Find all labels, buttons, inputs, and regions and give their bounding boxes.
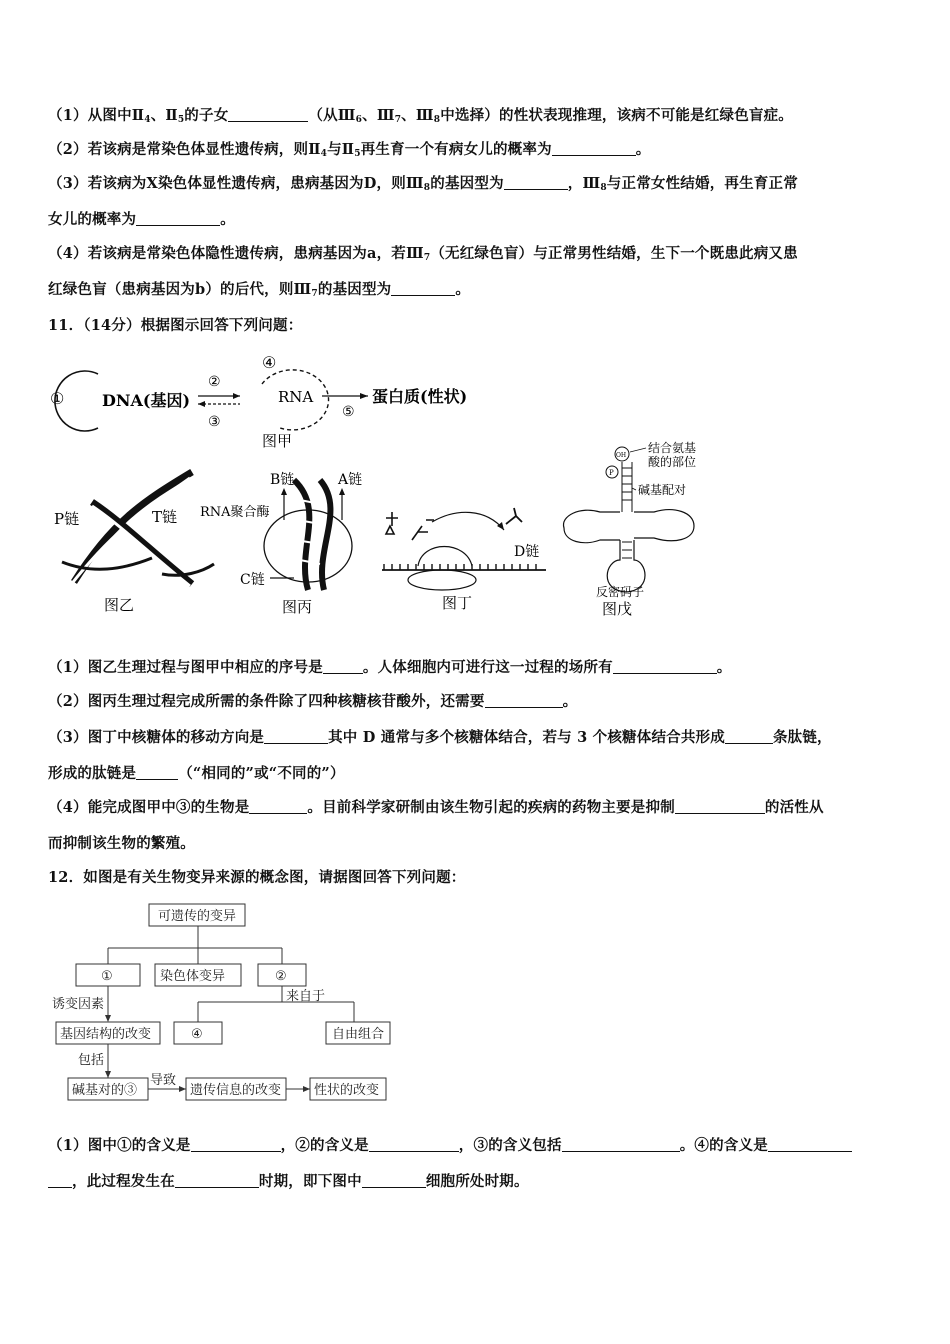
q11-title: 11．（14分）根据图示回答下列问题： bbox=[48, 317, 303, 334]
answer-blank[interactable] bbox=[552, 141, 636, 156]
answer-blank[interactable] bbox=[191, 1137, 281, 1152]
base-pair-label: 碱基配对 bbox=[638, 483, 687, 497]
answer-blank[interactable] bbox=[369, 1137, 459, 1152]
answer-blank[interactable] bbox=[562, 1137, 680, 1152]
answer-blank[interactable] bbox=[48, 1173, 72, 1188]
b-chain-label: B链 bbox=[270, 472, 295, 488]
figure-yi-caption: 图乙 bbox=[104, 596, 135, 614]
p-chain-label: P链 bbox=[54, 510, 80, 528]
text-trait-change: 性状的改变 bbox=[314, 1083, 380, 1098]
q11-sub4-line2: 而抑制该生物的繁殖。 bbox=[48, 835, 195, 852]
q10-part4-line2: 红绿色盲（患病基因为b）的后代，则$Ⅲ_7$的基因型为 。 bbox=[48, 281, 471, 299]
label-4: ④ bbox=[262, 353, 277, 372]
concept-map bbox=[48, 898, 408, 1108]
answer-blank[interactable] bbox=[362, 1173, 426, 1188]
answer-blank[interactable] bbox=[228, 107, 308, 122]
text-free-combination: 自由组合 bbox=[332, 1027, 385, 1042]
q12-title: 12．如图是有关生物变异来源的概念图，请据图回答下列问题： bbox=[48, 869, 466, 886]
oh-label: OH bbox=[616, 452, 627, 459]
label-2: ② bbox=[208, 374, 221, 390]
answer-blank[interactable] bbox=[391, 281, 455, 296]
text-genetic-info-change: 遗传信息的改变 bbox=[190, 1083, 282, 1098]
figure-wu bbox=[560, 438, 730, 618]
figure-jia bbox=[40, 344, 500, 454]
ribosome-small bbox=[408, 570, 476, 590]
text-mutagenic-factors: 诱变因素 bbox=[52, 997, 105, 1012]
q10-part1: （1）从图中$Ⅱ_4$、$Ⅱ_5$的子女 （从$Ⅲ_6$、$Ⅲ_7$、$Ⅲ_8$中选择）的性状表现推理，该病不可能是红绿色盲症。 bbox=[48, 107, 794, 125]
figure-bing bbox=[196, 460, 376, 620]
text-comes-from: 来自于 bbox=[286, 989, 326, 1004]
label-5: ⑤ bbox=[342, 404, 355, 420]
text-includes: 包括 bbox=[78, 1053, 105, 1068]
t-chain-label: T链 bbox=[152, 508, 178, 526]
c-chain-label: C链 bbox=[240, 572, 265, 588]
answer-blank[interactable] bbox=[504, 175, 568, 190]
answer-blank[interactable] bbox=[768, 1137, 852, 1152]
q10-part3: （3）若该病为X染色体显性遗传病，患病基因为D，则$Ⅲ_8$的基因型为 ，$Ⅲ_8$与正常女性结婚，再生育正常 bbox=[48, 175, 798, 193]
q10-part3-line2: 女儿的概率为 。 bbox=[48, 211, 235, 228]
ribosome-large bbox=[418, 547, 472, 567]
aa-site-label-2: 酸的部位 bbox=[648, 455, 697, 469]
q12-sub1-line2: ，此过程发生在 时期，即下图中 细胞所处时期。 bbox=[48, 1170, 529, 1191]
answer-blank[interactable] bbox=[136, 211, 220, 226]
text-base-pair-3: 碱基对的③ bbox=[72, 1083, 138, 1098]
answer-blank[interactable] bbox=[675, 799, 765, 814]
anticodon-label: 反密码子 bbox=[596, 585, 645, 599]
answer-blank[interactable] bbox=[249, 799, 307, 814]
text-heritable-variation: 可遗传的变异 bbox=[158, 909, 237, 924]
q11-sub3-line2: 形成的肽链是 （“相同的”或“不同的”） bbox=[48, 765, 345, 782]
answer-blank[interactable] bbox=[323, 659, 363, 674]
rna-polymerase-label: RNA聚合酶 bbox=[200, 505, 270, 520]
q11-sub4: （4）能完成图甲中③的生物是 。目前科学家研制由该生物引起的疾病的药物主要是抑制 的活性从 bbox=[48, 799, 824, 816]
answer-blank[interactable] bbox=[485, 693, 563, 708]
text-4: ④ bbox=[191, 1027, 203, 1042]
text-chromosome-variation: 染色体变异 bbox=[160, 969, 226, 984]
figure-ding bbox=[376, 500, 556, 620]
q10-part4: （4）若该病是常染色体隐性遗传病，患病基因为a，若$Ⅲ_7$（无红绿色盲）与正常男性结婚，生下一个既患此病又患 bbox=[48, 245, 798, 263]
dna-label: DNA(基因) bbox=[102, 391, 191, 410]
answer-blank[interactable] bbox=[136, 765, 178, 780]
p-label: P bbox=[609, 469, 614, 477]
aa-site-label-1: 结合氨基 bbox=[648, 441, 697, 455]
text-gene-structure-change: 基因结构的改变 bbox=[60, 1027, 152, 1042]
rna-label: RNA bbox=[278, 388, 314, 406]
protein-label: 蛋白质(性状) bbox=[372, 387, 468, 406]
answer-blank[interactable] bbox=[264, 729, 328, 744]
d-arm bbox=[563, 510, 620, 542]
q12-sub1: （1）图中①的含义是 ，②的含义是 ，③的含义包括 。④的含义是 bbox=[48, 1134, 852, 1155]
q11-sub1: （1）图乙生理过程与图甲中相应的序号是 。人体细胞内可进行这一过程的场所有 。 bbox=[48, 659, 732, 676]
label-3: ③ bbox=[208, 414, 221, 430]
a-chain-label: A链 bbox=[338, 472, 363, 488]
figure-bing-caption: 图丙 bbox=[282, 598, 313, 616]
t-arm bbox=[634, 510, 694, 541]
text-1: ① bbox=[101, 969, 113, 984]
q10-part2: （2）若该病是常染色体显性遗传病，则$Ⅱ_4$与$Ⅱ_5$再生育一个有病女儿的概率为 。 bbox=[48, 141, 651, 159]
text-2: ② bbox=[275, 969, 287, 984]
q11-sub3: （3）图丁中核糖体的移动方向是 其中 D 通常与多个核糖体结合，若与 3 个核糖体结合共形成 条肽链， bbox=[48, 729, 832, 746]
text-leads-to: 导致 bbox=[150, 1073, 177, 1088]
label-1: ① bbox=[50, 389, 65, 408]
answer-blank[interactable] bbox=[725, 729, 773, 744]
figure-wu-caption: 图戊 bbox=[602, 600, 633, 618]
d-chain-label: D链 bbox=[514, 544, 540, 560]
figure-ding-caption: 图丁 bbox=[442, 594, 473, 612]
q11-sub2: （2）图丙生理过程完成所需的条件除了四种核糖核苷酸外，还需要 。 bbox=[48, 693, 578, 710]
answer-blank[interactable] bbox=[613, 659, 717, 674]
answer-blank[interactable] bbox=[175, 1173, 259, 1188]
figure-jia-caption: 图甲 bbox=[262, 432, 293, 450]
